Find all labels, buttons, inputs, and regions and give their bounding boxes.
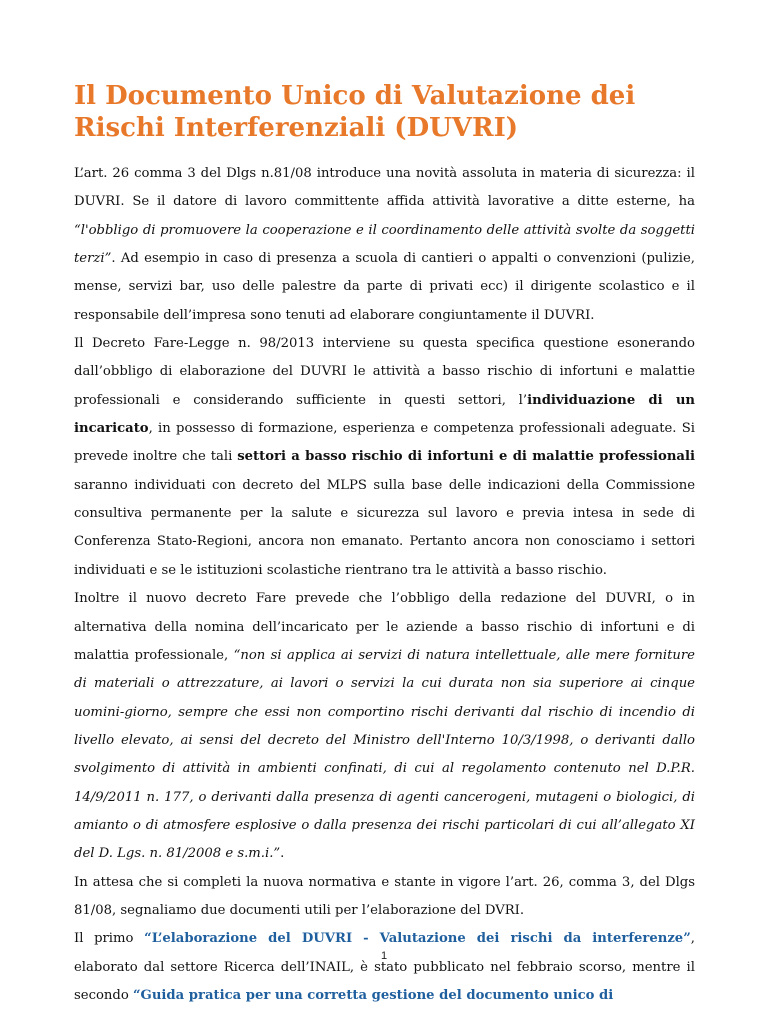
quote: “l'obbligo di promuovere la cooperazione e il coordinamento delle attività svolte da soggetti terzi”	[74, 222, 695, 267]
paragraph-3: Inoltre il nuovo decreto Fare prevede che l’obbligo della redazione del DUVRI, o in alternativa della nomina dell’incaricato per le aziende a basso rischio di infortuni e di malattia professionale, “non si applica ai servizi di natura intellettuale, alle mere forniture di materiali o attrezzature, ai lavori o servizi la cui durata non sia superiore ai cinque uomini-giorno, sempre che essi non comportino rischi derivanti dal rischio di incendio di livello elevato, ai sensi del decreto del Ministro dell'Interno 10/3/1998, o derivanti dallo svolgimento di attività in ambienti confinati, di cui al regolamento contenuto nel D.P.R. 14/9/2011 n. 177, o derivanti dalla presenza di agenti cancerogeni, mutageni o biologici, di amianto o di atmosfere esplosive o dalla presenza dei rischi particolari di cui all’allegato XI del D. Lgs. n. 81/2008 e s.m.i.”.	[74, 591, 695, 862]
paragraph-5: Il primo “L’elaborazione del DUVRI - Valutazione dei rischi da interferenze”, elaborato dal settore Ricerca dell’INAIL, è stato pubblicato nel febbraio scorso, mentre il secondo “Guida pratica per una corretta gestione del documento unico di	[74, 931, 695, 1003]
paragraph-1: L’art. 26 comma 3 del Dlgs n.81/08 introduce una novità assoluta in materia di sicurezza: il DUVRI. Se il datore di lavoro committente affida attività lavorative a ditte esterne, ha “l'obbligo di promuovere la cooperazione e il coordinamento delle attività svolte da soggetti terzi”. Ad esempio in caso di presenza a scuola di cantieri o appalti o convenzioni (pulizie, mense, servizi bar, uso delle palestre da parte di privati ecc) il dirigente scolastico e il responsabile dell’impresa sono tenuti ad elaborare congiuntamente il DUVRI.	[74, 166, 695, 323]
document-body	[74, 160, 695, 1010]
document-link-2[interactable]: “Guida pratica per una corretta gestione del documento unico di	[132, 987, 614, 1003]
document-link-1[interactable]: “L’elaborazione del DUVRI - Valutazione dei rischi da interferenze”	[144, 931, 691, 947]
paragraph-4: In attesa che si completi la nuova normativa e stante in vigore l’art. 26, comma 3, del Dlgs 81/08, segnaliamo due documenti utili per l’elaborazione del DVRI.	[74, 874, 695, 918]
bold-phrase: settori a basso rischio di infortuni e di malattie professionali	[237, 449, 695, 465]
quote: “non si applica ai servizi di natura intellettuale, alle mere forniture di materiali o attrezzature, ai lavori o servizi la cui durata non sia superiore ai cinque uomini-giorno, sempre che essi non comportino rischi derivanti dal rischio di incendio di livello elevato, ai sensi del decreto del Ministro dell'Interno 10/3/1998, o derivanti dallo svolgimento di attività in ambienti confinati, di cui al regolamento contenuto nel D.P.R. 14/9/2011 n. 177, o derivanti dalla presenza di agenti cancerogeni, mutageni o biologici, di amianto o di atmosfere esplosive o dalla presenza dei rischi particolari di cui all’allegato XI del D. Lgs. n. 81/2008 e s.m.i.”	[74, 647, 695, 862]
document-title: Il Documento Unico di Valutazione dei Rischi Interferenziali (DUVRI)	[74, 81, 636, 143]
paragraph-2: Il Decreto Fare-Legge n. 98/2013 interviene su questa specifica questione esonerando dall’obbligo di elaborazione del DUVRI le attività a basso rischio di infortuni e malattie professionali e considerando sufficiente in questi settori, l’individuazione di un incaricato, in possesso di formazione, esperienza e competenza professionali adeguate. Si prevede inoltre che tali settori a basso rischio di infortuni e di malattie professionali saranno individuati con decreto del MLPS sulla base delle indicazioni della Commissione consultiva permanente per la salute e sicurezza sul lavoro e previa intesa in sede di Conferenza Stato-Regioni, ancora non emanato. Pertanto ancora non conosciamo i settori individuati e se le istituzioni scolastiche rientrano tra le attività a basso rischio.	[74, 336, 696, 578]
page-number: 1	[380, 950, 388, 962]
bold-phrase: individuazione di un incaricato	[74, 392, 696, 437]
